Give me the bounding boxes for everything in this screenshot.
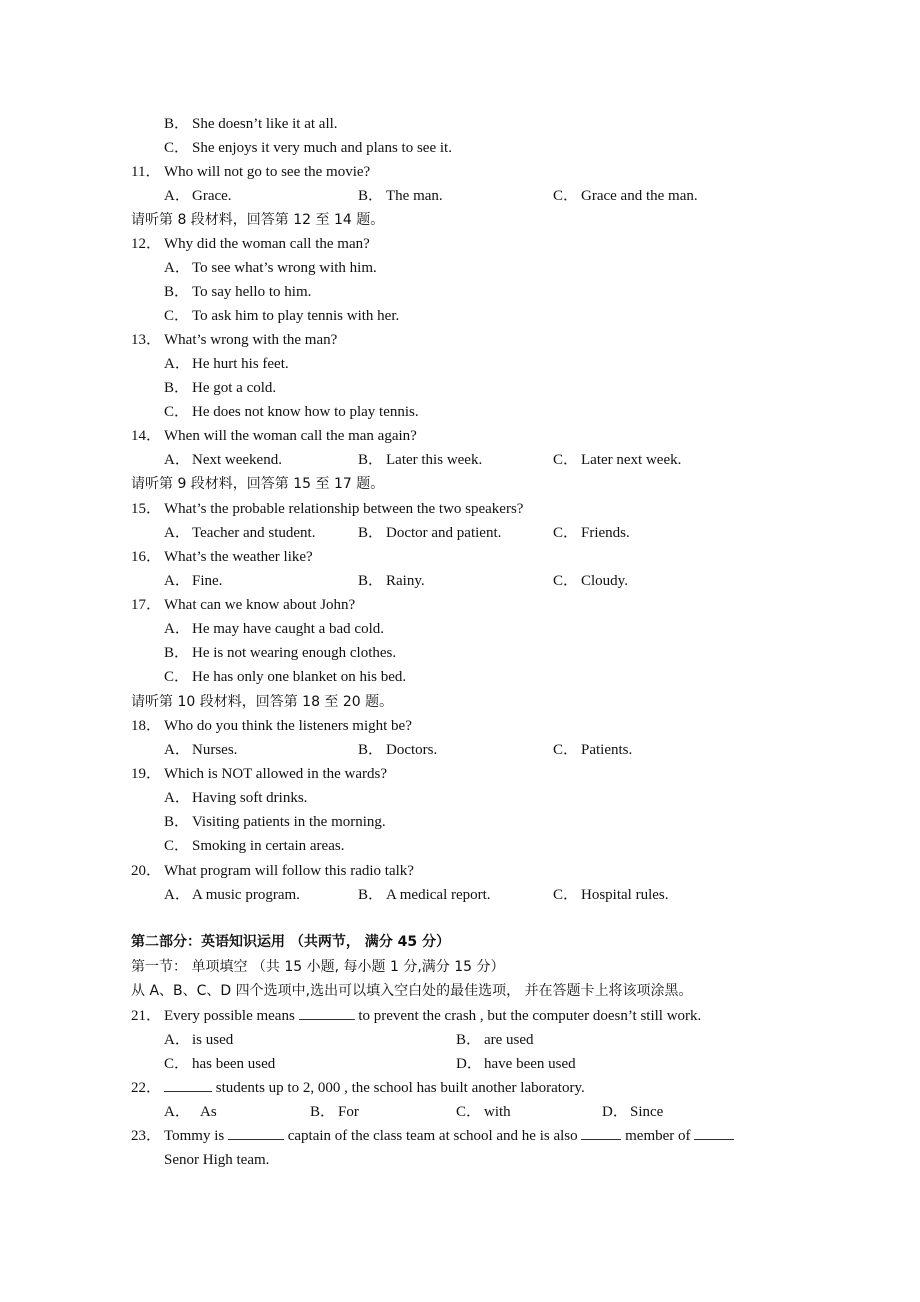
q21-option-c: C． has been used [164,1056,276,1072]
answer-blank [299,1005,355,1020]
question-number: 13． [131,332,162,348]
q16-option-a: A． Fine. [164,573,223,589]
q12-option-c: C． To ask him to play tennis with her. [164,308,400,324]
q17-option-a: A． He may have caught a bad cold. [164,621,385,637]
part2-instruction: 从 A、B、C、D 四个选项中,选出可以填入空白处的最佳选项， 并在答题卡上将该项涂黑。 [131,983,693,999]
q22-option-d: D． Since [602,1104,664,1120]
question-text: Tommy is captain of the class team at school and he is also member of [164,1124,734,1148]
question-number: 23． [131,1128,162,1144]
answer-blank [228,1125,284,1140]
question-text: Why did the woman call the man? [164,236,370,252]
question-text: When will the woman call the man again? [164,428,417,444]
q11-option-b: B． The man. [358,188,443,204]
question-number: 12． [131,236,162,252]
question-number: 20． [131,863,162,879]
q19-option-b: B． Visiting patients in the morning. [164,814,386,830]
q12-option-a: A． To see what’s wrong with him. [164,260,377,276]
q20-option-c: C． Hospital rules. [553,887,669,903]
listening-instruction-9: 请听第 9 段材料，回答第 15 至 17 题。 [131,476,385,492]
answer-blank [164,1077,212,1092]
answer-blank [694,1125,734,1140]
q16-option-c: C． Cloudy. [553,573,628,589]
q15-option-a: A． Teacher and student. [164,525,316,541]
question-text: Who do you think the listeners might be? [164,718,412,734]
question-text: students up to 2, 000 , the school has built another laboratory. [164,1076,585,1100]
q14-option-b: B． Later this week. [358,452,483,468]
q15-option-b: B． Doctor and patient. [358,525,502,541]
part2-heading: 第二部分：英语知识运用 （共两节， 满分 45 分） [131,934,450,950]
question-text: What program will follow this radio talk? [164,863,414,879]
answer-blank [581,1125,621,1140]
q21-option-d: D． have been used [456,1056,576,1072]
q14-option-c: C． Later next week. [553,452,682,468]
q13-option-a: A． He hurt his feet. [164,356,289,372]
q18-option-c: C． Patients. [553,742,633,758]
q15-option-c: C． Friends. [553,525,630,541]
q19-option-c: C． Smoking in certain areas. [164,838,345,854]
q22-option-c: C． with [456,1104,511,1120]
q17-option-c: C． He has only one blanket on his bed. [164,669,407,685]
question-text: What’s wrong with the man? [164,332,338,348]
question-number: 14． [131,428,162,444]
question-number: 18． [131,718,162,734]
q22-option-a: A． As [164,1104,217,1120]
question-number: 16． [131,549,162,565]
question-number: 17． [131,597,162,613]
q17-option-b: B． He is not wearing enough clothes. [164,645,397,661]
q22-option-b: B． For [310,1104,359,1120]
q13-option-b: B． He got a cold. [164,380,277,396]
question-number: 22． [131,1080,162,1096]
listening-instruction-10: 请听第 10 段材料，回答第 18 至 20 题。 [131,694,394,710]
q20-option-a: A． A music program. [164,887,300,903]
q18-option-b: B． Doctors. [358,742,438,758]
q21-option-b: B． are used [456,1032,534,1048]
q18-option-a: A． Nurses. [164,742,238,758]
question-text: Which is NOT allowed in the wards? [164,766,388,782]
question-text: What’s the probable relationship between the two speakers? [164,501,524,517]
question-number: 15． [131,501,162,517]
q16-option-b: B． Rainy. [358,573,425,589]
q11-option-c: C． Grace and the man. [553,188,698,204]
question-text: What’s the weather like? [164,549,313,565]
question-number: 19． [131,766,162,782]
q13-option-c: C． He does not know how to play tennis. [164,404,419,420]
q20-option-b: B． A medical report. [358,887,491,903]
q12-option-b: B． To say hello to him. [164,284,312,300]
q11-option-a: A． Grace. [164,188,232,204]
q14-option-a: A． Next weekend. [164,452,282,468]
question-text: Who will not go to see the movie? [164,164,371,180]
q21-option-a: A． is used [164,1032,234,1048]
listening-instruction-8: 请听第 8 段材料，回答第 12 至 14 题。 [131,212,385,228]
section1-heading: 第一节： 单项填空 （共 15 小题, 每小题 1 分,满分 15 分） [131,959,505,975]
question-number: 21． [131,1008,162,1024]
question-text: Every possible means to prevent the crash , but the computer doesn’t still work. [164,1004,701,1028]
q10-option-b: B． She doesn’t like it at all. [164,116,338,132]
question-text: What can we know about John? [164,597,356,613]
q10-option-c: C． She enjoys it very much and plans to see it. [164,140,452,156]
question-number: 11． [131,164,161,180]
question-text-continuation: Senor High team. [164,1152,270,1168]
q19-option-a: A． Having soft drinks. [164,790,308,806]
